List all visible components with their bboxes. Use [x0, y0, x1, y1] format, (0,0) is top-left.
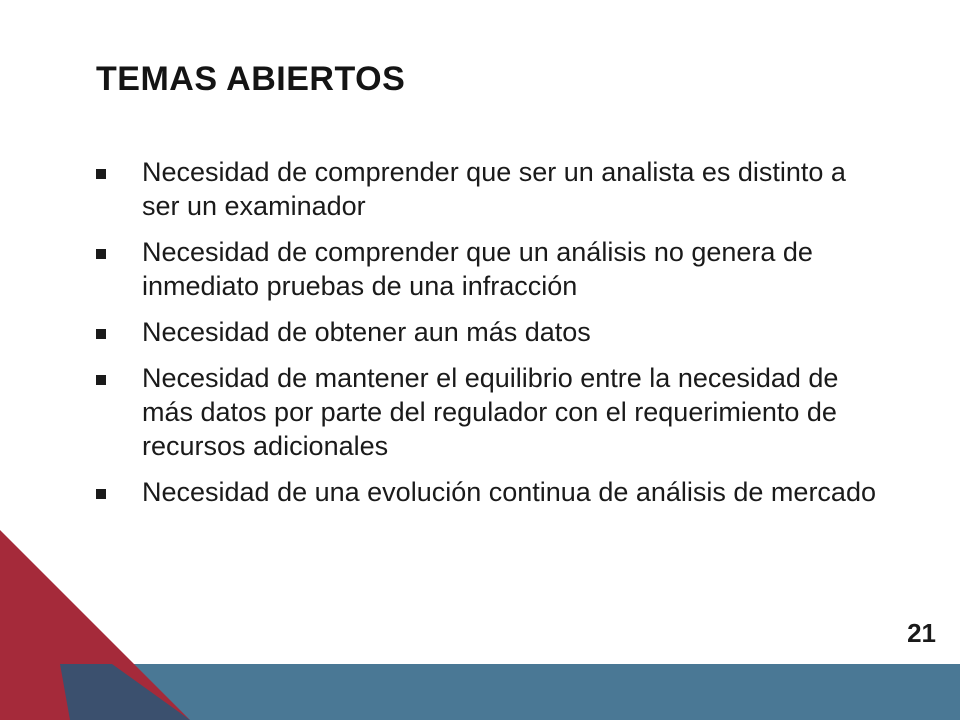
- bullet-text: Necesidad de mantener el equilibrio entre la necesidad de más datos por parte del regulador con el requerimiento de recursos adicionales: [142, 363, 839, 461]
- bullet-item: [96, 235, 876, 303]
- bullet-item: [96, 475, 876, 509]
- bullet-item: [96, 315, 876, 349]
- square-bullet-icon: [96, 489, 106, 499]
- square-bullet-icon: [96, 375, 106, 385]
- bullet-item: [96, 155, 876, 223]
- bullet-text: Necesidad de comprender que un análisis no genera de inmediato pruebas de una infracción: [142, 237, 813, 301]
- square-bullet-icon: [96, 249, 106, 259]
- square-bullet-icon: [96, 169, 106, 179]
- square-bullet-icon: [96, 329, 106, 339]
- page-number: 21: [907, 618, 936, 648]
- bullet-text: Necesidad de obtener aun más datos: [142, 317, 591, 347]
- bullet-text: Necesidad de comprender que ser un analista es distinto a ser un examinador: [142, 157, 846, 221]
- bullet-list: [96, 155, 876, 521]
- bullet-item: [96, 361, 876, 463]
- bullet-text: Necesidad de una evolución continua de análisis de mercado: [142, 477, 876, 507]
- slide-title: TEMAS ABIERTOS: [96, 60, 406, 98]
